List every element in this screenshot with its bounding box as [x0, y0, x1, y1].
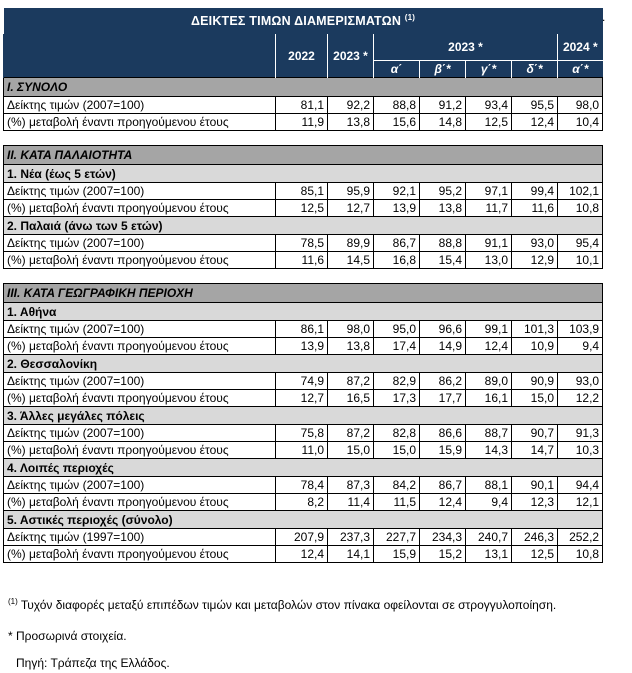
value-cell: 86,6 — [420, 425, 466, 442]
value-cell: 86,7 — [420, 477, 466, 494]
header-2022: 2022 — [276, 34, 328, 78]
value-cell: 15,9 — [420, 442, 466, 459]
value-cell: 86,7 — [374, 235, 420, 252]
row-label: Δείκτης τιμών (1997=100) — [4, 529, 276, 546]
value-cell: 17,7 — [420, 390, 466, 407]
value-cell: 16,5 — [328, 390, 374, 407]
value-cell: 12,5 — [276, 200, 328, 217]
value-cell: 89,9 — [328, 235, 374, 252]
value-cell: 92,1 — [374, 183, 420, 200]
footnote-source: Πηγή: Τράπεζα της Ελλάδος. — [16, 656, 170, 670]
group-athens — [4, 303, 603, 321]
footnote-provisional: * Προσωρινά στοιχεία. — [8, 629, 127, 643]
table-row — [4, 442, 603, 459]
table-title: ΔΕΙΚΤΕΣ ΤΙΜΩΝ ΔΙΑΜΕΡΙΣΜΑΤΩΝ $^{(1)}$ — [4, 8, 603, 34]
value-cell: 98,0 — [558, 97, 603, 114]
value-cell: 11,6 — [276, 252, 328, 269]
value-cell: 11,7 — [466, 200, 512, 217]
value-cell: 90,7 — [512, 425, 558, 442]
value-cell: 12,3 — [512, 494, 558, 511]
row-label: (%) μεταβολή έναντι προηγούμενου έτους — [4, 494, 276, 511]
apartment-price-index-table — [3, 8, 606, 563]
value-cell: 85,1 — [276, 183, 328, 200]
value-cell: 91,3 — [558, 425, 603, 442]
value-cell: 12,2 — [558, 390, 603, 407]
row-label: (%) μεταβολή έναντι προηγούμενου έτους — [4, 114, 276, 131]
header-q4-2023: δ΄* — [512, 61, 558, 78]
value-cell: 14,7 — [512, 442, 558, 459]
value-cell: 99,4 — [512, 183, 558, 200]
value-cell: 10,3 — [558, 442, 603, 459]
value-cell: 10,8 — [558, 546, 603, 563]
value-cell: 12,4 — [420, 494, 466, 511]
value-cell: 15,9 — [374, 546, 420, 563]
table-body — [4, 8, 606, 563]
group-title: 2. Θεσσαλονίκη — [4, 355, 603, 373]
value-cell: 86,1 — [276, 321, 328, 338]
value-cell: 16,1 — [466, 390, 512, 407]
row-label: Δείκτης τιμών (2007=100) — [4, 425, 276, 442]
table-row — [4, 200, 603, 217]
header-2023-quarters: 2023 * — [374, 34, 558, 61]
value-cell: 14,3 — [466, 442, 512, 459]
value-cell: 12,1 — [558, 494, 603, 511]
table-row — [4, 321, 603, 338]
value-cell: 12,5 — [466, 114, 512, 131]
value-cell: 75,8 — [276, 425, 328, 442]
value-cell: 12,7 — [328, 200, 374, 217]
section-by-region — [4, 284, 603, 303]
value-cell: 84,2 — [374, 477, 420, 494]
value-cell: 91,2 — [420, 97, 466, 114]
table-row — [4, 390, 603, 407]
value-cell: 87,3 — [328, 477, 374, 494]
group-other-areas — [4, 459, 603, 477]
row-label: (%) μεταβολή έναντι προηγούμενου έτους — [4, 200, 276, 217]
value-cell: 14,1 — [328, 546, 374, 563]
group-thessaloniki — [4, 355, 603, 373]
value-cell: 87,2 — [328, 425, 374, 442]
value-cell: 87,2 — [328, 373, 374, 390]
table-row — [4, 97, 603, 114]
value-cell: 12,5 — [512, 546, 558, 563]
value-cell: 12,9 — [512, 252, 558, 269]
table-row — [4, 114, 603, 131]
section-title: I. ΣΥΝΟΛΟ — [4, 78, 603, 97]
row-label: (%) μεταβολή έναντι προηγούμενου έτους — [4, 442, 276, 459]
value-cell: 13,9 — [374, 200, 420, 217]
value-cell: 14,8 — [420, 114, 466, 131]
section-title: III. ΚΑΤΑ ΓΕΩΓΡΑΦΙΚΗ ΠΕΡΙΟΧΗ — [4, 284, 603, 303]
group-new — [4, 165, 603, 183]
value-cell: 88,8 — [420, 235, 466, 252]
value-cell: 9,4 — [466, 494, 512, 511]
value-cell: 78,5 — [276, 235, 328, 252]
row-label: (%) μεταβολή έναντι προηγούμενου έτους — [4, 252, 276, 269]
value-cell: 88,1 — [466, 477, 512, 494]
value-cell: 15,0 — [512, 390, 558, 407]
row-label: Δείκτης τιμών (2007=100) — [4, 235, 276, 252]
row-label: Δείκτης τιμών (2007=100) — [4, 183, 276, 200]
value-cell: 93,4 — [466, 97, 512, 114]
value-cell: 16,8 — [374, 252, 420, 269]
group-other-cities — [4, 407, 603, 425]
header-2023-annual: 2023 * — [328, 34, 374, 78]
table-row — [4, 252, 603, 269]
group-urban-total — [4, 511, 603, 529]
value-cell: 91,1 — [466, 235, 512, 252]
section-title: II. ΚΑΤΑ ΠΑΛΑΙΟΤΗΤΑ — [4, 146, 603, 165]
value-cell: 13,8 — [328, 114, 374, 131]
value-cell: 12,4 — [276, 546, 328, 563]
value-cell: 10,8 — [558, 200, 603, 217]
value-cell: 234,3 — [420, 529, 466, 546]
value-cell: 13,8 — [420, 200, 466, 217]
row-label: (%) μεταβολή έναντι προηγούμενου έτους — [4, 546, 276, 563]
value-cell: 14,9 — [420, 338, 466, 355]
value-cell: 11,4 — [328, 494, 374, 511]
value-cell: 15,0 — [374, 442, 420, 459]
value-cell: 13,9 — [276, 338, 328, 355]
group-title: 1. Αθήνα — [4, 303, 603, 321]
header-2024: 2024 * — [558, 34, 603, 61]
row-label: Δείκτης τιμών (2007=100) — [4, 373, 276, 390]
row-label: (%) μεταβολή έναντι προηγούμενου έτους — [4, 338, 276, 355]
value-cell: 15,0 — [328, 442, 374, 459]
row-label: Δείκτης τιμών (2007=100) — [4, 321, 276, 338]
spacer-row — [4, 269, 603, 284]
table-row — [4, 494, 603, 511]
value-cell: 88,8 — [374, 97, 420, 114]
value-cell: 88,7 — [466, 425, 512, 442]
value-cell: 90,9 — [512, 373, 558, 390]
value-cell: 9,4 — [558, 338, 603, 355]
value-cell: 90,1 — [512, 477, 558, 494]
footnote-ref: (1) — [8, 597, 18, 606]
stray-dot: . — [602, 10, 606, 24]
value-cell: 102,1 — [558, 183, 603, 200]
value-cell: 86,2 — [420, 373, 466, 390]
value-cell: 98,0 — [328, 321, 374, 338]
value-cell: 15,4 — [420, 252, 466, 269]
table-row — [4, 373, 603, 390]
table-row — [4, 425, 603, 442]
header-row-years — [4, 34, 603, 61]
section-total — [4, 78, 603, 97]
value-cell: 11,0 — [276, 442, 328, 459]
spacer-row — [4, 131, 603, 146]
header-q2-2023: β΄* — [420, 61, 466, 78]
value-cell: 82,9 — [374, 373, 420, 390]
table-row — [4, 529, 603, 546]
group-title: 4. Λοιπές περιοχές — [4, 459, 603, 477]
section-by-age — [4, 146, 603, 165]
value-cell: 246,3 — [512, 529, 558, 546]
value-cell: 15,6 — [374, 114, 420, 131]
row-label: (%) μεταβολή έναντι προηγούμενου έτους — [4, 390, 276, 407]
value-cell: 11,9 — [276, 114, 328, 131]
header-blank-cell — [4, 34, 276, 78]
footnote-rounding — [8, 597, 556, 612]
table-row — [4, 235, 603, 252]
value-cell: 96,6 — [420, 321, 466, 338]
value-cell: 93,0 — [558, 373, 603, 390]
value-cell: 10,4 — [558, 114, 603, 131]
table-row — [4, 477, 603, 494]
group-old — [4, 217, 603, 235]
value-cell: 15,2 — [420, 546, 466, 563]
table-row — [4, 183, 603, 200]
group-title: 3. Άλλες μεγάλες πόλεις — [4, 407, 603, 425]
value-cell: 93,0 — [512, 235, 558, 252]
value-cell: 12,4 — [512, 114, 558, 131]
value-cell: 17,3 — [374, 390, 420, 407]
value-cell: 12,7 — [276, 390, 328, 407]
value-cell: 14,5 — [328, 252, 374, 269]
row-label: Δείκτης τιμών (2007=100) — [4, 97, 276, 114]
value-cell: 10,9 — [512, 338, 558, 355]
group-title: 2. Παλαιά (άνω των 5 ετών) — [4, 217, 603, 235]
value-cell: 101,3 — [512, 321, 558, 338]
value-cell: 252,2 — [558, 529, 603, 546]
value-cell: 78,4 — [276, 477, 328, 494]
value-cell: 89,0 — [466, 373, 512, 390]
value-cell: 92,2 — [328, 97, 374, 114]
table-title-row — [4, 8, 603, 34]
value-cell: 81,1 — [276, 97, 328, 114]
table-row — [4, 338, 603, 355]
table-row — [4, 546, 603, 563]
value-cell: 12,4 — [466, 338, 512, 355]
value-cell: 97,1 — [466, 183, 512, 200]
value-cell: 95,0 — [374, 321, 420, 338]
header-q1-2023: α΄ — [374, 61, 420, 78]
value-cell: 207,9 — [276, 529, 328, 546]
header-q1-2024: α΄* — [558, 61, 603, 78]
value-cell: 237,3 — [328, 529, 374, 546]
value-cell: 240,7 — [466, 529, 512, 546]
value-cell: 8,2 — [276, 494, 328, 511]
value-cell: 95,9 — [328, 183, 374, 200]
value-cell: 99,1 — [466, 321, 512, 338]
value-cell: 103,9 — [558, 321, 603, 338]
row-label: Δείκτης τιμών (2007=100) — [4, 477, 276, 494]
value-cell: 95,2 — [420, 183, 466, 200]
value-cell: 82,8 — [374, 425, 420, 442]
header-q3-2023: γ΄* — [466, 61, 512, 78]
footnote-text: Τυχόν διαφορές μεταξύ επιπέδων τιμών και μεταβολών στον πίνακα οφείλονται σε στρογγυλοποίηση. — [17, 598, 557, 612]
value-cell: 13,0 — [466, 252, 512, 269]
value-cell: 95,5 — [512, 97, 558, 114]
title-footnote-ref: (1) — [404, 13, 416, 23]
value-cell: 11,5 — [374, 494, 420, 511]
value-cell: 74,9 — [276, 373, 328, 390]
value-cell: 11,6 — [512, 200, 558, 217]
value-cell: 17,4 — [374, 338, 420, 355]
group-title: 5. Αστικές περιοχές (σύνολο) — [4, 511, 603, 529]
group-title: 1. Νέα (έως 5 ετών) — [4, 165, 603, 183]
value-cell: 94,4 — [558, 477, 603, 494]
value-cell: 13,1 — [466, 546, 512, 563]
value-cell: 13,8 — [328, 338, 374, 355]
value-cell: 10,1 — [558, 252, 603, 269]
value-cell: 227,7 — [374, 529, 420, 546]
value-cell: 95,4 — [558, 235, 603, 252]
